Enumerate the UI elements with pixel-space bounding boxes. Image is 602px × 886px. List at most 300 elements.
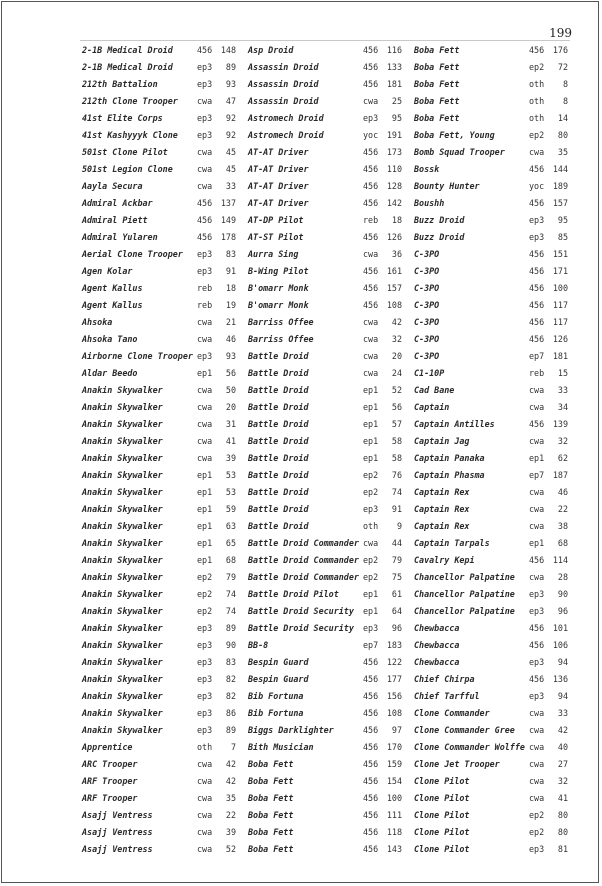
entry-page: 85 xyxy=(557,232,568,242)
entry-page: 25 xyxy=(391,96,402,106)
entry-name: C-3PO xyxy=(414,317,440,327)
entry-source: cwa xyxy=(529,385,545,395)
entry-page: 93 xyxy=(225,79,236,89)
entry-page: 100 xyxy=(552,283,568,293)
entry-name: C1-10P xyxy=(414,368,445,378)
entry-source: ep1 xyxy=(197,504,213,514)
entry-source: ep3 xyxy=(529,589,545,599)
entry-source: cwa xyxy=(529,572,545,582)
entry-name: AT-AT Driver xyxy=(248,164,309,174)
entry-name: 2-1B Medical Droid xyxy=(82,62,173,72)
entry-source: cwa xyxy=(529,147,545,157)
entry-source: cwa xyxy=(197,453,213,463)
entry-name: AT-ST Pilot xyxy=(248,232,304,242)
entry-source: cwa xyxy=(363,249,379,259)
entry-page: 64 xyxy=(391,606,402,616)
entry-source: oth xyxy=(529,96,545,106)
entry-source: cwa xyxy=(197,793,213,803)
entry-page: 89 xyxy=(225,725,236,735)
entry-page: 68 xyxy=(557,538,568,548)
entry-name: Captain Antilles xyxy=(414,419,495,429)
entry-page: 111 xyxy=(386,810,402,820)
entry-page: 33 xyxy=(557,385,568,395)
entry-name: Captain Rex xyxy=(414,487,470,497)
entry-name: AT-DP Pilot xyxy=(248,215,304,225)
entry-source: oth xyxy=(197,742,213,752)
entry-page: 9 xyxy=(396,521,402,531)
entry-page: 100 xyxy=(386,793,402,803)
entry-name: Captain Rex xyxy=(414,504,470,514)
entry-name: Bomb Squad Trooper xyxy=(414,147,505,157)
entry-source: ep3 xyxy=(197,657,213,667)
entry-source: ep1 xyxy=(529,453,545,463)
entry-source: 456 xyxy=(363,793,379,803)
entry-name: Anakin Skywalker xyxy=(82,606,163,616)
entry-source: cwa xyxy=(197,181,213,191)
entry-name: Anakin Skywalker xyxy=(82,385,163,395)
entry-page: 46 xyxy=(225,334,236,344)
entry-source: ep3 xyxy=(197,351,213,361)
entry-name: Bith Musician xyxy=(248,742,314,752)
entry-source: oth xyxy=(529,79,545,89)
entry-name: B-Wing Pilot xyxy=(248,266,309,276)
entry-name: 41st Elite Corps xyxy=(82,113,163,123)
entry-page: 82 xyxy=(225,674,236,684)
entry-page: 142 xyxy=(386,198,402,208)
entry-source: ep3 xyxy=(529,844,545,854)
entry-name: Battle Droid xyxy=(248,470,309,480)
entry-source: ep3 xyxy=(529,691,545,701)
entry-page: 101 xyxy=(552,623,568,633)
entry-name: Captain Panaka xyxy=(414,453,485,463)
entry-page: 42 xyxy=(225,759,236,769)
entry-name: Anakin Skywalker xyxy=(82,487,163,497)
entry-name: C-3PO xyxy=(414,351,440,361)
entry-source: cwa xyxy=(197,827,213,837)
entry-page: 41 xyxy=(557,793,568,803)
entry-source: yoc xyxy=(363,130,379,140)
entry-page: 79 xyxy=(225,572,236,582)
entry-name: Anakin Skywalker xyxy=(82,674,163,684)
entry-name: Clone Pilot xyxy=(414,776,470,786)
entry-source: 456 xyxy=(363,198,379,208)
entry-source: ep2 xyxy=(529,810,545,820)
entry-page: 177 xyxy=(386,674,402,684)
entry-name: Boba Fett xyxy=(248,776,294,786)
entry-source: 456 xyxy=(363,776,379,786)
entry-page: 80 xyxy=(557,827,568,837)
entry-page: 137 xyxy=(220,198,236,208)
entry-source: cwa xyxy=(529,725,545,735)
entry-page: 58 xyxy=(391,453,402,463)
entry-name: Captain Tarpals xyxy=(414,538,490,548)
entry-source: ep1 xyxy=(363,402,379,412)
entry-page: 52 xyxy=(225,844,236,854)
entry-name: Ahsoka Tano xyxy=(82,334,138,344)
entry-source: cwa xyxy=(197,164,213,174)
entry-name: Aldar Beedo xyxy=(82,368,138,378)
entry-page: 157 xyxy=(552,198,568,208)
entry-page: 36 xyxy=(391,249,402,259)
entry-source: cwa xyxy=(197,844,213,854)
entry-source: ep2 xyxy=(197,572,213,582)
entry-page: 56 xyxy=(391,402,402,412)
entry-name: Clone Pilot xyxy=(414,827,470,837)
entry-page: 53 xyxy=(225,487,236,497)
entry-name: Boushh xyxy=(414,198,445,208)
entry-page: 74 xyxy=(391,487,402,497)
entry-name: Chancellor Palpatine xyxy=(414,572,515,582)
entry-name: Admiral Ackbar xyxy=(82,198,153,208)
entry-name: Agent Kallus xyxy=(82,300,143,310)
entry-page: 139 xyxy=(552,419,568,429)
entry-name: Battle Droid xyxy=(248,487,309,497)
entry-source: 456 xyxy=(363,147,379,157)
entry-page: 62 xyxy=(557,453,568,463)
entry-name: Apprentice xyxy=(82,742,133,752)
entry-source: 456 xyxy=(529,266,545,276)
entry-source: cwa xyxy=(363,538,379,548)
entry-page: 41 xyxy=(225,436,236,446)
entry-name: Battle Droid Security xyxy=(248,623,354,633)
entry-name: Clone Commander Wolffe xyxy=(414,742,525,752)
entry-page: 95 xyxy=(391,113,402,123)
entry-page: 181 xyxy=(552,351,568,361)
entry-page: 45 xyxy=(225,164,236,174)
entry-name: Bib Fortuna xyxy=(248,691,304,701)
entry-source: 456 xyxy=(529,283,545,293)
entry-source: ep7 xyxy=(363,640,379,650)
entry-page: 35 xyxy=(225,793,236,803)
entry-page: 159 xyxy=(386,759,402,769)
entry-page: 72 xyxy=(557,62,568,72)
entry-page: 42 xyxy=(391,317,402,327)
entry-page: 50 xyxy=(225,385,236,395)
entry-source: 456 xyxy=(529,555,545,565)
entry-page: 187 xyxy=(552,470,568,480)
entry-name: Anakin Skywalker xyxy=(82,419,163,429)
entry-name: Battle Droid xyxy=(248,419,309,429)
entry-name: B'omarr Monk xyxy=(248,300,309,310)
entry-page: 114 xyxy=(552,555,568,565)
entry-page: 116 xyxy=(386,45,402,55)
entry-page: 19 xyxy=(225,300,236,310)
entry-page: 68 xyxy=(225,555,236,565)
entry-name: Chewbacca xyxy=(414,640,460,650)
entry-page: 28 xyxy=(557,572,568,582)
entry-source: cwa xyxy=(529,759,545,769)
entry-source: reb xyxy=(529,368,545,378)
entry-name: Buzz Droid xyxy=(414,232,465,242)
entry-source: ep1 xyxy=(197,555,213,565)
entry-source: 456 xyxy=(363,691,379,701)
entry-source: 456 xyxy=(363,164,379,174)
entry-name: Boba Fett xyxy=(248,844,294,854)
entry-source: 456 xyxy=(363,79,379,89)
entry-source: ep2 xyxy=(363,572,379,582)
entry-source: ep1 xyxy=(529,538,545,548)
entry-name: Anakin Skywalker xyxy=(82,436,163,446)
entry-name: Battle Droid xyxy=(248,436,309,446)
entry-name: Chancellor Palpatine xyxy=(414,606,515,616)
entry-source: 456 xyxy=(363,725,379,735)
entry-name: Boba Fett xyxy=(248,810,294,820)
header-rule xyxy=(80,40,570,41)
entry-page: 53 xyxy=(225,470,236,480)
entry-page: 90 xyxy=(557,589,568,599)
entry-source: oth xyxy=(363,521,379,531)
entry-source: cwa xyxy=(197,402,213,412)
entry-name: Anakin Skywalker xyxy=(82,572,163,582)
entry-page: 170 xyxy=(386,742,402,752)
entry-source: cwa xyxy=(197,385,213,395)
entry-name: 41st Kashyyyk Clone xyxy=(82,130,178,140)
entry-name: Battle Droid Pilot xyxy=(248,589,339,599)
entry-page: 38 xyxy=(557,521,568,531)
entry-name: Battle Droid xyxy=(248,385,309,395)
entry-name: Bounty Hunter xyxy=(414,181,480,191)
entry-source: cwa xyxy=(363,334,379,344)
entry-name: Chancellor Palpatine xyxy=(414,589,515,599)
entry-name: Boba Fett xyxy=(248,759,294,769)
entry-name: B'omarr Monk xyxy=(248,283,309,293)
entry-source: ep3 xyxy=(197,113,213,123)
entry-source: cwa xyxy=(197,436,213,446)
entry-page: 122 xyxy=(386,657,402,667)
entry-page: 178 xyxy=(220,232,236,242)
entry-name: Astromech Droid xyxy=(248,130,324,140)
entry-page: 8 xyxy=(562,79,568,89)
entry-page: 22 xyxy=(225,810,236,820)
entry-name: Captain Rex xyxy=(414,521,470,531)
entry-page: 92 xyxy=(225,130,236,140)
entry-page: 24 xyxy=(391,368,402,378)
entry-source: 456 xyxy=(529,640,545,650)
entry-source: ep3 xyxy=(529,657,545,667)
entry-name: 501st Clone Pilot xyxy=(82,147,168,157)
entry-source: cwa xyxy=(529,521,545,531)
entry-source: 456 xyxy=(529,45,545,55)
entry-page: 7 xyxy=(230,742,236,752)
entry-page: 144 xyxy=(552,164,568,174)
entry-source: cwa xyxy=(529,742,545,752)
entry-name: Bib Fortuna xyxy=(248,708,304,718)
entry-source: ep3 xyxy=(197,249,213,259)
entry-name: Anakin Skywalker xyxy=(82,589,163,599)
entry-source: 456 xyxy=(363,674,379,684)
entry-source: ep2 xyxy=(363,470,379,480)
entry-page: 22 xyxy=(557,504,568,514)
entry-name: Aerial Clone Trooper xyxy=(82,249,183,259)
entry-source: ep3 xyxy=(197,62,213,72)
entry-page: 39 xyxy=(225,827,236,837)
entry-page: 39 xyxy=(225,453,236,463)
entry-name: Captain Jag xyxy=(414,436,470,446)
entry-name: Boba Fett xyxy=(414,113,460,123)
entry-name: Anakin Skywalker xyxy=(82,691,163,701)
entry-name: 212th Clone Trooper xyxy=(82,96,178,106)
entry-page: 108 xyxy=(386,300,402,310)
entry-source: 456 xyxy=(529,300,545,310)
entry-page: 95 xyxy=(557,215,568,225)
entry-name: Anakin Skywalker xyxy=(82,555,163,565)
entry-name: Captain xyxy=(414,402,450,412)
entry-source: ep3 xyxy=(363,113,379,123)
entry-source: 456 xyxy=(197,198,213,208)
entry-page: 91 xyxy=(225,266,236,276)
entry-name: Battle Droid xyxy=(248,521,309,531)
entry-source: ep3 xyxy=(197,725,213,735)
entry-page: 59 xyxy=(225,504,236,514)
entry-name: Anakin Skywalker xyxy=(82,623,163,633)
entry-page: 79 xyxy=(391,555,402,565)
entry-page: 117 xyxy=(552,300,568,310)
entry-name: Asajj Ventress xyxy=(82,810,153,820)
entry-name: Cavalry Kepi xyxy=(414,555,475,565)
entry-name: Anakin Skywalker xyxy=(82,657,163,667)
entry-name: C-3PO xyxy=(414,334,440,344)
entry-source: 456 xyxy=(363,45,379,55)
entry-source: ep1 xyxy=(197,368,213,378)
entry-name: Battle Droid xyxy=(248,402,309,412)
entry-page: 83 xyxy=(225,657,236,667)
entry-page: 154 xyxy=(386,776,402,786)
entry-name: AT-AT Driver xyxy=(248,181,309,191)
entry-page: 94 xyxy=(557,691,568,701)
entry-name: Battle Droid xyxy=(248,504,309,514)
entry-page: 173 xyxy=(386,147,402,157)
entry-source: cwa xyxy=(363,368,379,378)
entry-source: cwa xyxy=(529,487,545,497)
entry-source: cwa xyxy=(529,708,545,718)
entry-source: oth xyxy=(529,113,545,123)
entry-page: 57 xyxy=(391,419,402,429)
entry-name: Battle Droid Commander xyxy=(248,538,359,548)
entry-source: ep1 xyxy=(363,589,379,599)
entry-source: 456 xyxy=(529,164,545,174)
entry-source: 456 xyxy=(529,317,545,327)
entry-name: Assassin Droid xyxy=(248,62,319,72)
entry-name: Asp Droid xyxy=(248,45,294,55)
entry-page: 181 xyxy=(386,79,402,89)
entry-name: Bossk xyxy=(414,164,440,174)
entry-source: ep1 xyxy=(197,470,213,480)
entry-page: 161 xyxy=(386,266,402,276)
entry-name: Battle Droid Security xyxy=(248,606,354,616)
entry-name: Clone Pilot xyxy=(414,793,470,803)
entry-name: AT-AT Driver xyxy=(248,198,309,208)
entry-name: Battle Droid Commander xyxy=(248,555,359,565)
entry-source: 456 xyxy=(197,232,213,242)
entry-page: 32 xyxy=(391,334,402,344)
entry-source: ep1 xyxy=(197,538,213,548)
entry-source: ep7 xyxy=(529,470,545,480)
entry-source: reb xyxy=(363,215,379,225)
entry-source: ep3 xyxy=(529,232,545,242)
entry-name: Cad Bane xyxy=(414,385,455,395)
entry-name: Asajj Ventress xyxy=(82,844,153,854)
entry-page: 21 xyxy=(225,317,236,327)
entry-source: 456 xyxy=(363,300,379,310)
entry-page: 92 xyxy=(225,113,236,123)
entry-name: Astromech Droid xyxy=(248,113,324,123)
entry-source: ep2 xyxy=(363,555,379,565)
entry-page: 18 xyxy=(225,283,236,293)
entry-page: 93 xyxy=(225,351,236,361)
entry-source: cwa xyxy=(197,147,213,157)
entry-source: cwa xyxy=(529,504,545,514)
entry-source: ep3 xyxy=(197,708,213,718)
entry-source: ep1 xyxy=(197,521,213,531)
entry-page: 176 xyxy=(552,45,568,55)
entry-page: 32 xyxy=(557,776,568,786)
entry-source: 456 xyxy=(363,62,379,72)
entry-name: Chewbacca xyxy=(414,657,460,667)
entry-page: 118 xyxy=(386,827,402,837)
entry-page: 20 xyxy=(391,351,402,361)
entry-name: C-3PO xyxy=(414,300,440,310)
entry-name: Bespin Guard xyxy=(248,657,309,667)
entry-page: 157 xyxy=(386,283,402,293)
entry-page: 189 xyxy=(552,181,568,191)
entry-source: cwa xyxy=(197,419,213,429)
entry-source: 456 xyxy=(197,215,213,225)
entry-name: 501st Legion Clone xyxy=(82,164,173,174)
entry-source: cwa xyxy=(197,759,213,769)
entry-name: ARF Trooper xyxy=(82,793,138,803)
entry-name: Clone Commander Gree xyxy=(414,725,515,735)
entry-source: ep1 xyxy=(363,606,379,616)
entry-source: ep3 xyxy=(529,606,545,616)
entry-source: cwa xyxy=(197,317,213,327)
entry-name: AT-AT Driver xyxy=(248,147,309,157)
entry-source: ep3 xyxy=(197,130,213,140)
entry-page: 20 xyxy=(225,402,236,412)
entry-source: cwa xyxy=(529,776,545,786)
entry-page: 82 xyxy=(225,691,236,701)
entry-name: Buzz Droid xyxy=(414,215,465,225)
entry-source: 456 xyxy=(529,334,545,344)
entry-page: 18 xyxy=(391,215,402,225)
entry-page: 40 xyxy=(557,742,568,752)
entry-source: ep3 xyxy=(363,623,379,633)
entry-name: BB-8 xyxy=(248,640,269,650)
entry-name: Anakin Skywalker xyxy=(82,521,163,531)
entry-name: Captain Phasma xyxy=(414,470,485,480)
entry-source: cwa xyxy=(197,776,213,786)
entry-source: 456 xyxy=(363,266,379,276)
entry-source: cwa xyxy=(529,436,545,446)
entry-source: cwa xyxy=(363,351,379,361)
entry-source: ep3 xyxy=(197,674,213,684)
entry-page: 56 xyxy=(225,368,236,378)
entry-name: Anakin Skywalker xyxy=(82,708,163,718)
entry-page: 42 xyxy=(557,725,568,735)
entry-name: Ahsoka xyxy=(82,317,113,327)
entry-source: 456 xyxy=(363,827,379,837)
entry-page: 76 xyxy=(391,470,402,480)
entry-page: 46 xyxy=(557,487,568,497)
entry-page: 86 xyxy=(225,708,236,718)
entry-page: 45 xyxy=(225,147,236,157)
entry-name: Boba Fett xyxy=(414,79,460,89)
entry-page: 96 xyxy=(557,606,568,616)
entry-source: cwa xyxy=(197,96,213,106)
entry-source: ep2 xyxy=(529,62,545,72)
entry-source: 456 xyxy=(363,232,379,242)
entry-name: Anakin Skywalker xyxy=(82,640,163,650)
entry-page: 35 xyxy=(557,147,568,157)
